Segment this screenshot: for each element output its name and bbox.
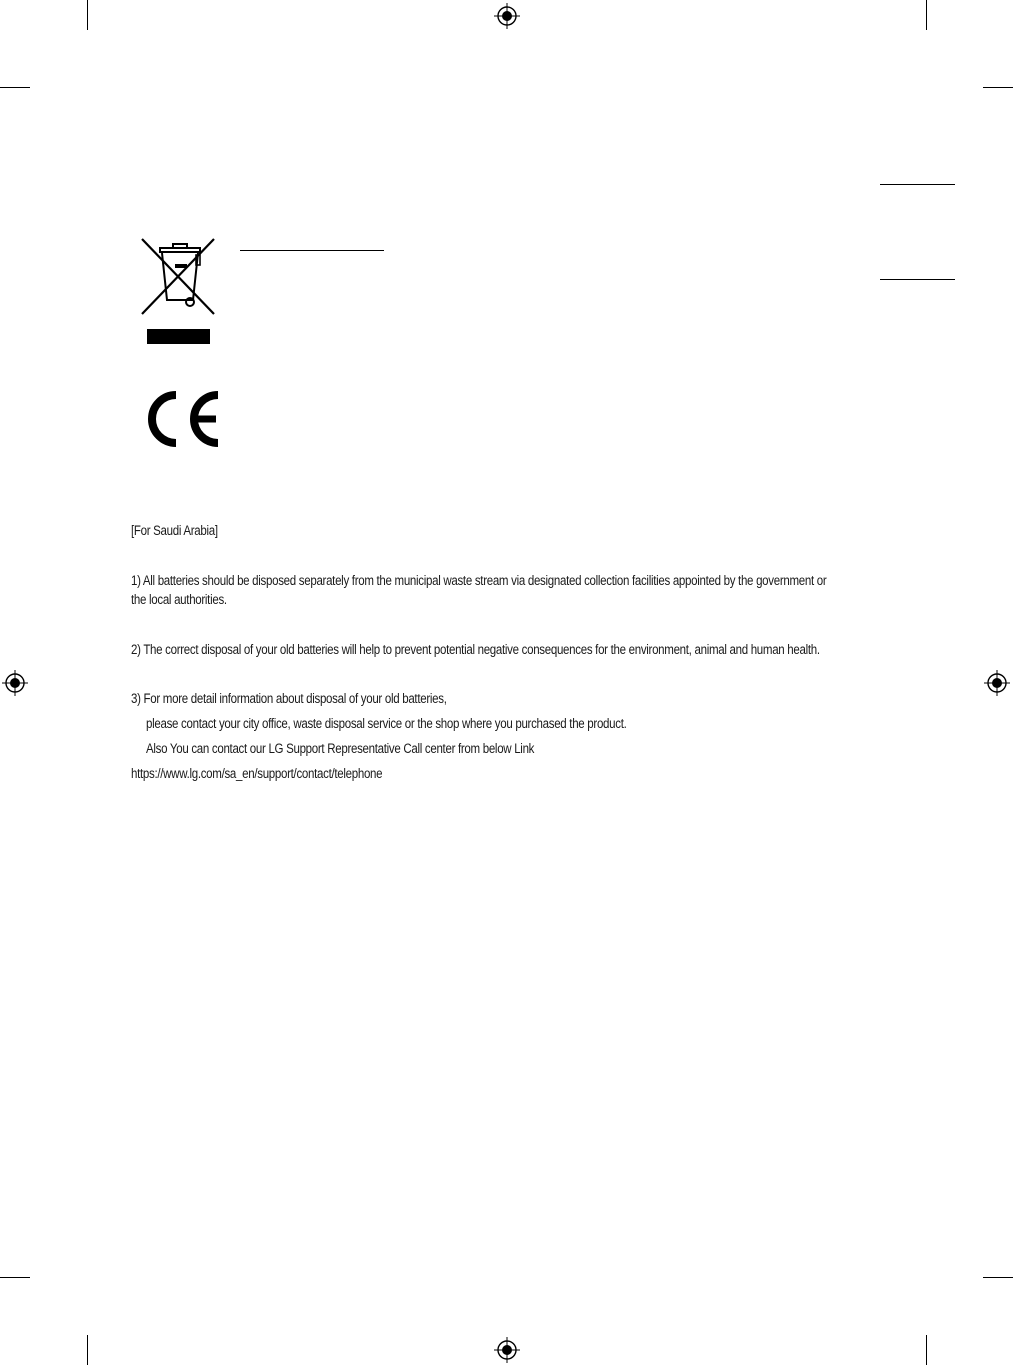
- heading-underline: [240, 250, 384, 251]
- crop-mark-top-left-vertical: [87, 0, 88, 30]
- crop-mark-bottom-right-horizontal: [983, 1277, 1013, 1278]
- list-item-3-line-2: please contact your city office, waste disposal service or the shop where you purchased the product.: [146, 716, 627, 731]
- side-rule-top: [880, 184, 955, 185]
- list-item-3-line-3: Also You can contact our LG Support Representative Call center from below Link: [146, 741, 535, 756]
- list-item-3-line-1: 3) For more detail information about disposal of your old batteries,: [131, 691, 447, 706]
- crossed-out-wheelie-bin-icon: [138, 236, 218, 346]
- crop-mark-top-left-horizontal: [0, 87, 30, 88]
- support-link[interactable]: https://www.lg.com/sa_en/support/contact/telephone: [131, 766, 383, 781]
- registration-mark-icon: [2, 670, 28, 696]
- list-item-2-line-1: 2) The correct disposal of your old batteries will help to prevent potential negative consequences for the environment, animal and human health.: [131, 642, 820, 657]
- ce-mark-icon: [142, 390, 224, 448]
- side-rule-bottom: [880, 279, 955, 280]
- crop-mark-bottom-left-vertical: [87, 1335, 88, 1365]
- list-item-1-line-1: 1) All batteries should be disposed separately from the municipal waste stream via designated collection facilities appointed by the government or: [131, 573, 827, 588]
- section-heading: [For Saudi Arabia]: [131, 523, 218, 538]
- registration-mark-icon: [494, 3, 520, 29]
- crop-mark-top-right-horizontal: [983, 87, 1013, 88]
- crop-mark-bottom-right-vertical: [926, 1335, 927, 1365]
- crop-mark-bottom-left-horizontal: [0, 1277, 30, 1278]
- crop-mark-top-right-vertical: [926, 0, 927, 30]
- registration-mark-icon: [984, 670, 1010, 696]
- list-item-1-line-2: the local authorities.: [131, 592, 227, 607]
- registration-mark-icon: [494, 1337, 520, 1363]
